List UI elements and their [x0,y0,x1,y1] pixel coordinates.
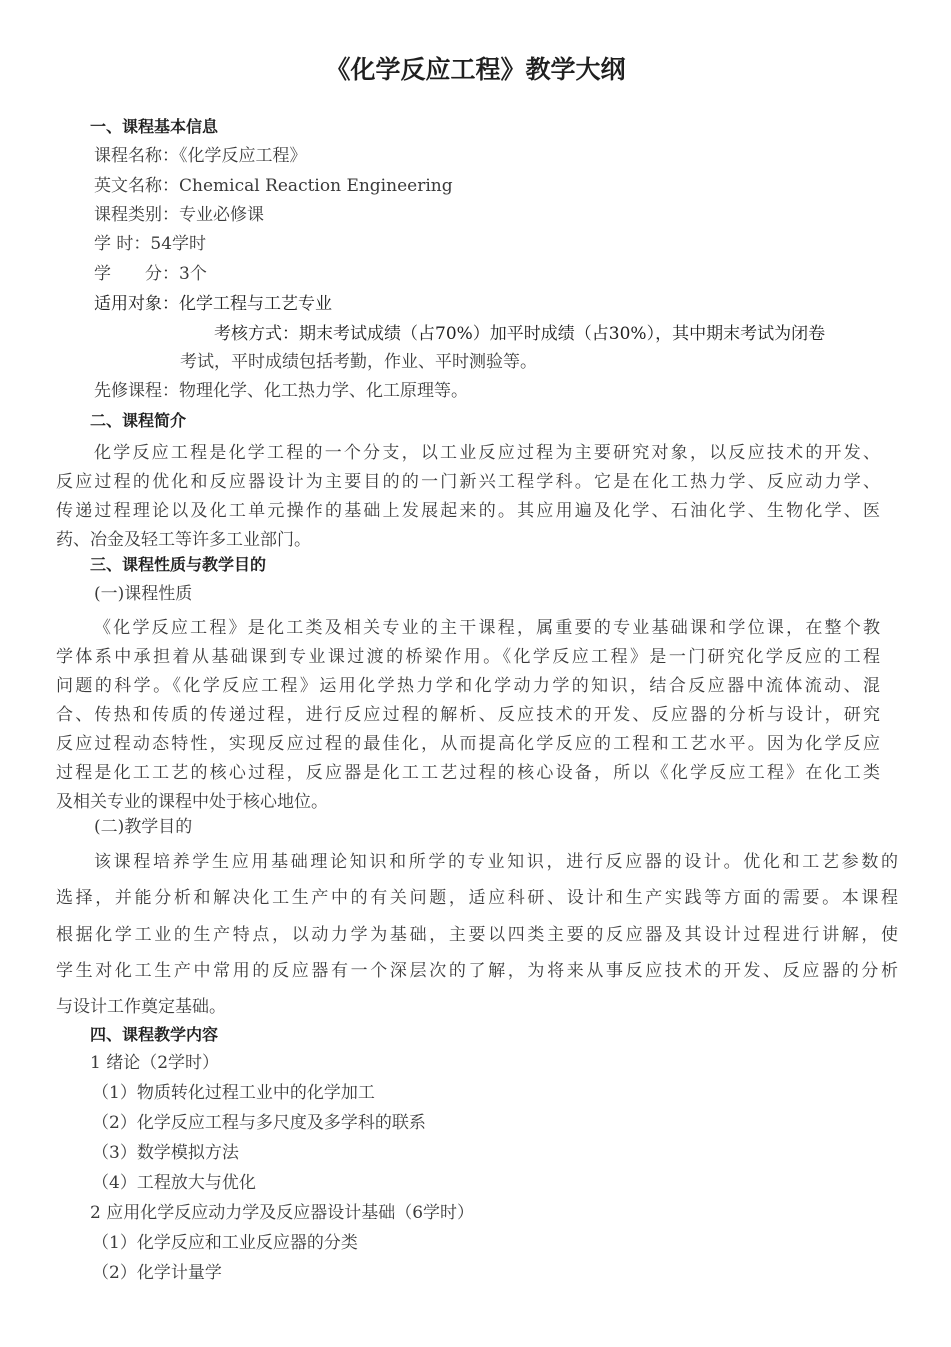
section-heading-nature-purpose: 三、课程性质与教学目的 [90,555,267,574]
course-credits: 学 分：3个 [94,264,207,284]
purpose-line: 该课程培养学生应用基础理论知识和所学的专业知识，进行反应器的设计。优化和工艺参数的 [94,852,898,872]
course-hours: 学 时：54学时 [94,234,207,254]
nature-line: 及相关专业的课程中处于核心地位。 [56,792,328,812]
nature-line: 学体系中承担着从基础课到专业课过渡的桥梁作用。《化学反应工程》是一门研究化学反应的工程 [56,647,880,667]
course-name: 课程名称：《化学反应工程》 [94,146,307,166]
target-audience: 适用对象：化学工程与工艺专业 [94,294,332,314]
nature-line: 合、传热和传质的传递过程，进行反应过程的解析、反应技术的开发、反应器的分析与设计，研究 [56,705,880,725]
content-item: （2）化学反应工程与多尺度及多学科的联系 [92,1113,426,1133]
intro-line: 化学反应工程是化学工程的一个分支，以工业反应过程为主要研究对象，以反应技术的开发、 [94,443,880,463]
english-name: 英文名称：Chemical Reaction Engineering [94,176,453,196]
purpose-line: 选择，并能分析和解决化工生产中的有关问题，适应科研、设计和生产实践等方面的需要。本课程 [56,888,898,908]
content-item: （2）化学计量学 [92,1263,222,1283]
nature-line: 反应过程动态特性，实现反应过程的最佳化，从而提高化学反应的工程和工艺水平。因为化学反应 [56,734,880,754]
content-item: （1）化学反应和工业反应器的分类 [92,1233,358,1253]
nature-line: 过程是化工工艺的核心过程，反应器是化工工艺过程的核心设备，所以《化学反应工程》在化工类 [56,763,880,783]
intro-line: 传递过程理论以及化工单元操作的基础上发展起来的。其应用遍及化学、石油化学、生物化学、医 [56,501,880,521]
intro-line: 药、冶金及轻工等许多工业部门。 [56,530,311,550]
section-heading-introduction: 二、课程简介 [90,411,187,430]
subheading-course-nature: (一)课程性质 [94,584,193,604]
section-heading-teaching-content: 四、课程教学内容 [90,1025,219,1044]
purpose-line: 学生对化工生产中常用的反应器有一个深层次的了解，为将来从事反应技术的开发、反应器的分析 [56,961,898,981]
assessment-line-2: 考试，平时成绩包括考勤，作业、平时测验等。 [180,352,537,372]
section-heading-basic-info: 一、课程基本信息 [90,117,219,136]
subheading-teaching-purpose: (二)教学目的 [94,817,193,837]
prerequisites: 先修课程：物理化学、化工热力学、化工原理等。 [94,381,468,401]
content-item: 2 应用化学反应动力学及反应器设计基础（6学时） [90,1203,475,1223]
intro-line: 反应过程的优化和反应器设计为主要目的的一门新兴工程学科。它是在化工热力学、反应动力学、 [56,472,880,492]
content-item: 1 绪论（2学时） [90,1053,220,1073]
document-title: 《化学反应工程》教学大纲 [325,55,626,84]
purpose-line: 与设计工作奠定基础。 [56,997,226,1017]
content-item: （1）物质转化过程工业中的化学加工 [92,1083,375,1103]
content-item: （4）工程放大与优化 [92,1173,256,1193]
purpose-line: 根据化学工业的生产特点，以动力学为基础，主要以四类主要的反应器及其设计过程进行讲解，使 [56,925,898,945]
nature-line: 《化学反应工程》是化工类及相关专业的主干课程，属重要的专业基础课和学位课，在整个教 [94,618,880,638]
nature-line: 问题的科学。《化学反应工程》运用化学热力学和化学动力学的知识，结合反应器中流体流动、混 [56,676,880,696]
content-item: （3）数学模拟方法 [92,1143,239,1163]
course-category: 课程类别：专业必修课 [94,205,264,225]
assessment-line-1: 考核方式：期末考试成绩（占70%）加平时成绩（占30%），其中期末考试为闭卷 [214,324,826,344]
